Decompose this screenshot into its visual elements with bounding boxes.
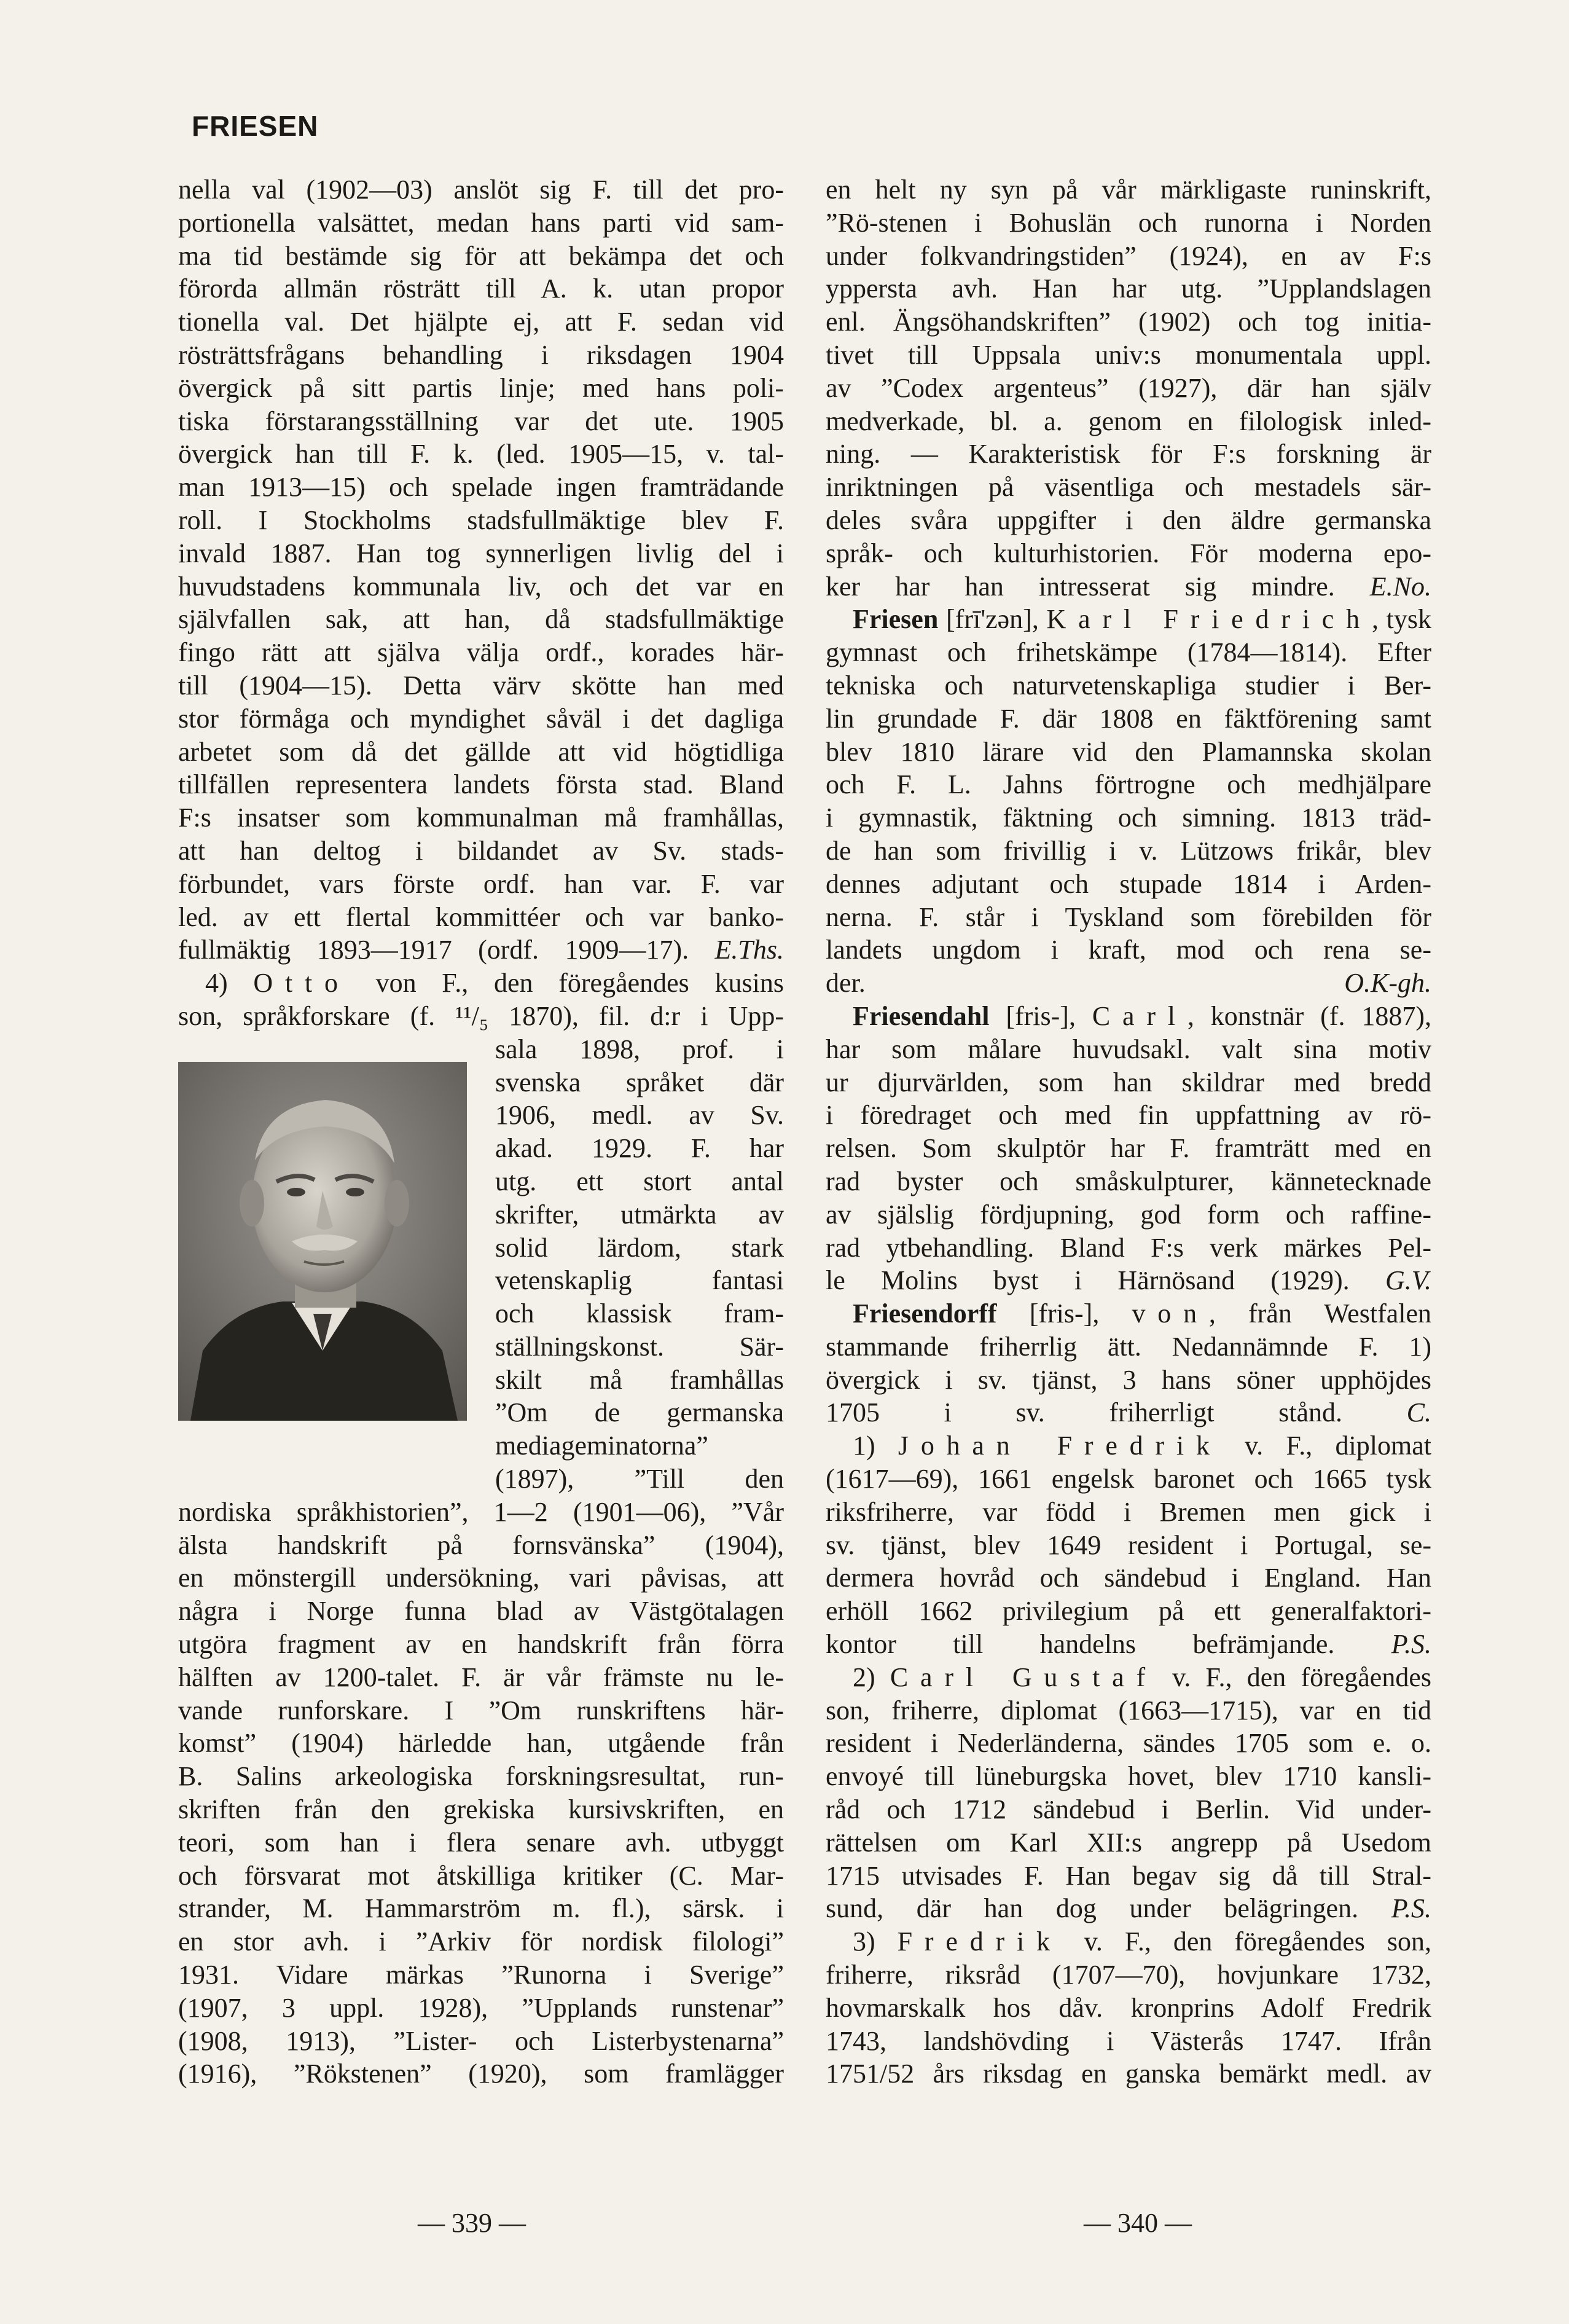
page-number-right: — 340 — bbox=[1084, 2208, 1192, 2238]
text-line: övergick han till F. k. (led. 1905—15, v. tal- bbox=[178, 439, 784, 469]
text-line: medverkade, bl. a. genom en filologisk inled- bbox=[826, 406, 1431, 436]
text-line: mediageminatorna” bbox=[495, 1431, 708, 1461]
entry-number: 2) bbox=[853, 1662, 890, 1692]
left-text-block-lower bbox=[178, 1496, 784, 2090]
text-line-with-signature bbox=[826, 1892, 1431, 1925]
text-fragment: ker har han intresserat sig mindre. bbox=[826, 571, 1335, 602]
entry-friesendahl-head bbox=[826, 1000, 1431, 1033]
text-fragment: sund, där han dog under belägringen. bbox=[826, 1893, 1359, 1924]
text-fragment: , tysk bbox=[1371, 604, 1431, 635]
text-line: rad ytbehandling. Bland F:s verk märkes Pel- bbox=[826, 1232, 1431, 1263]
text-line-with-signature bbox=[178, 933, 784, 967]
portrait-image bbox=[178, 1062, 467, 1421]
text-line: ma tid bestämde sig för att bekämpa det och bbox=[178, 240, 784, 271]
text-line: hälften av 1200-talet. F. är vår främste nu le- bbox=[178, 1662, 784, 1692]
spaced-name: Carl Gustaf bbox=[890, 1662, 1157, 1692]
text-line: 1751/52 års riksdag en ganska bemärkt medl. av bbox=[826, 2059, 1431, 2089]
author-signature: C. bbox=[1406, 1397, 1432, 1428]
right-text-block bbox=[826, 1462, 1431, 1628]
text-line: 1715 utvisades F. Han begav sig då till Stral- bbox=[826, 1860, 1431, 1891]
text-line-with-signature bbox=[826, 1396, 1431, 1429]
text-line: rad byster och småskulpturer, kännetecknade bbox=[826, 1166, 1431, 1196]
text-line: teori, som han i flera senare avh. utbyggt bbox=[178, 1827, 784, 1858]
text-fragment: kontor till handelns befrämjande. bbox=[826, 1629, 1335, 1660]
text-line: 1743, landshövding i Västerås 1747. Ifrån bbox=[826, 2025, 1431, 2056]
text-line: son, friherre, diplomat (1663—1715), var en tid bbox=[826, 1695, 1431, 1725]
text-line: ur djurvärlden, som han skildrar med bredd bbox=[826, 1067, 1431, 1097]
text-line: gymnast och frihetskämpe (1784—1814). Efter bbox=[826, 637, 1431, 668]
text-line: förbundet, vars förste ordf. han var. F. var bbox=[178, 868, 784, 899]
text-line: en helt ny syn på vår märkligaste runinskrift, bbox=[826, 175, 1431, 205]
text-line: övergick på sitt partis linje; med hans poli- bbox=[178, 372, 784, 403]
text-line: ”Rö-stenen i Bohuslän och runorna i Norden bbox=[826, 207, 1431, 238]
text-line: och F. L. Jahns förtrogne och medhjälpare bbox=[826, 769, 1431, 800]
right-column bbox=[826, 173, 1431, 2090]
entry-carl-head bbox=[826, 1661, 1431, 1694]
text-line: 1931. Vidare märkas ”Runorna i Sverige” bbox=[178, 1960, 784, 1990]
text-line: i föredraget och med fin uppfattning av rö- bbox=[826, 1100, 1431, 1131]
right-text-block bbox=[826, 1033, 1431, 1265]
text-line: ”Om de germanska bbox=[495, 1397, 784, 1428]
right-text-block bbox=[826, 1694, 1431, 1893]
text-line: självfallen sak, att han, då stadsfullmäktige bbox=[178, 604, 784, 635]
text-line: ning. — Karakteristisk för F:s forskning är bbox=[826, 439, 1431, 469]
text-line-with-signature bbox=[826, 1264, 1431, 1297]
text-fragment: le Molins byst i Härnösand (1929). bbox=[826, 1265, 1350, 1296]
text-line: relsen. Som skulptör har F. framträtt med en bbox=[826, 1133, 1431, 1164]
text-line: roll. I Stockholms stadsfullmäktige blev F. bbox=[178, 504, 784, 535]
text-line: (1916), ”Rökstenen” (1920), som framlägger bbox=[178, 2059, 784, 2089]
text-line: några i Norge funna blad av Västgötalagen bbox=[178, 1596, 784, 1627]
text-line: arbetet som då det gällde att vid högtidliga bbox=[178, 736, 784, 767]
text-fragment: v. F., den föregåendes son, bbox=[1062, 1926, 1431, 1957]
text-line: skrifter, utmärkta av bbox=[495, 1199, 784, 1230]
text-line: under folkvandringstiden” (1924), en av F:s bbox=[826, 240, 1431, 271]
text-fragment: 1705 i sv. friherrligt stånd. bbox=[826, 1397, 1342, 1428]
text-line: dermera hovråd och sändebud i England. Han bbox=[826, 1563, 1431, 1593]
text-line: vetenskaplig fantasi bbox=[495, 1265, 784, 1296]
entry-number: 3) bbox=[853, 1926, 898, 1957]
text-line: i gymnastik, fäktning och simning. 1813 träd- bbox=[826, 803, 1431, 833]
entry-otto-line bbox=[178, 967, 784, 1000]
text-line: 1906, medl. av Sv. bbox=[495, 1100, 784, 1131]
spaced-name: Johan Fredrik bbox=[898, 1431, 1222, 1461]
spaced-name: Carl bbox=[1092, 1000, 1188, 1031]
spaced-name: Karl Friedrich bbox=[1046, 604, 1372, 635]
text-line-with-signature bbox=[826, 967, 1431, 1000]
entry-friesen-head bbox=[826, 603, 1431, 636]
text-line: rättelsen om Karl XII:s angrepp på Usedom bbox=[826, 1827, 1431, 1858]
spaced-name: Otto bbox=[253, 968, 350, 999]
text-line: och klassisk fram- bbox=[495, 1298, 784, 1329]
text-line: sala 1898, prof. i bbox=[495, 1034, 784, 1064]
text-line: skriften från den grekiska kursivskriften, en bbox=[178, 1794, 784, 1825]
text-line: nerna. F. står i Tyskland som förebilden för bbox=[826, 901, 1431, 932]
running-head: FRIESEN bbox=[192, 110, 319, 142]
text-fragment: [fris-], bbox=[996, 1298, 1132, 1329]
entry-headword: Friesen bbox=[853, 604, 939, 635]
text-line: envoyé till lüneburgska hovet, blev 1710 kansli- bbox=[826, 1761, 1431, 1792]
text-line: yppersta avh. Han har utg. ”Upplandslagen bbox=[826, 273, 1431, 304]
text-fragment: fullmäktig 1893—1917 (ordf. 1909—17). bbox=[178, 935, 689, 965]
text-line: övergick i sv. tjänst, 3 hans söner upphöjdes bbox=[826, 1364, 1431, 1395]
text-line: landets ungdom i kraft, mod och rena se- bbox=[826, 935, 1431, 965]
author-signature: P.S. bbox=[1391, 1629, 1431, 1660]
text-line: av själslig fördjupning, god form och raffine- bbox=[826, 1199, 1431, 1230]
entry-number: 1) bbox=[853, 1431, 898, 1461]
text-line: invald 1887. Han tog synnerligen livlig del i bbox=[178, 538, 784, 568]
author-signature: E.Ths. bbox=[714, 935, 784, 965]
text-line: svenska språket där bbox=[495, 1067, 784, 1097]
text-line: stor förmåga och myndighet såväl i det dagliga bbox=[178, 703, 784, 734]
text-line: erhöll 1662 privilegium på ett generalfaktori- bbox=[826, 1596, 1431, 1627]
entry-headword: Friesendahl bbox=[853, 1000, 990, 1031]
text-line: ställningskonst. Sär- bbox=[495, 1331, 784, 1362]
text-line: deles svåra uppgifter i den äldre germanska bbox=[826, 504, 1431, 535]
text-line: har som målare huvudsakl. valt sina motiv bbox=[826, 1034, 1431, 1064]
entry-johan-head bbox=[826, 1429, 1431, 1462]
text-line: att han deltog i bildandet av Sv. stads- bbox=[178, 835, 784, 866]
text-line: resident i Nederländerna, sändes 1705 som e. o. bbox=[826, 1728, 1431, 1759]
portrait-photo bbox=[178, 1062, 467, 1421]
text-line: råd och 1712 sändebud i Berlin. Vid under- bbox=[826, 1794, 1431, 1825]
text-line: stammande friherrlig ätt. Nedannämnde F. 1) bbox=[826, 1331, 1431, 1362]
author-signature: O.K-gh. bbox=[1344, 968, 1431, 999]
text-line-with-signature bbox=[826, 570, 1431, 603]
left-text-block bbox=[178, 173, 784, 933]
text-line: vande runforskare. I ”Om runskriftens här- bbox=[178, 1695, 784, 1725]
text-line: utg. ett stort antal bbox=[495, 1166, 784, 1196]
text-line: förorda allmän rösträtt till A. k. utan propor bbox=[178, 273, 784, 304]
right-text-block bbox=[826, 636, 1431, 967]
text-line: fingo rätt att själva välja ordf., korades här- bbox=[178, 637, 784, 668]
text-line: blev 1810 lärare vid den Plamannska skolan bbox=[826, 736, 1431, 767]
entry-number: 4) bbox=[205, 968, 254, 999]
text-line: (1908, 1913), ”Lister- och Listerbystenarna” bbox=[178, 2025, 784, 2056]
text-line: hovmarskalk hos dåv. kronprins Adolf Fredrik bbox=[826, 1992, 1431, 2023]
text-line: enl. Ängsöhandskriften” (1902) och tog initia- bbox=[826, 307, 1431, 337]
text-line: F:s insatser som kommunalman må framhållas, bbox=[178, 803, 784, 833]
text-line: inriktningen på väsentliga och mestadels sär- bbox=[826, 472, 1431, 503]
text-line: dennes adjutant och stupade 1814 i Arden- bbox=[826, 868, 1431, 899]
entry-fredrik-head bbox=[826, 1925, 1431, 1958]
page-number-left: — 339 — bbox=[418, 2208, 526, 2238]
text-line: till (1904—15). Detta värv skötte han med bbox=[178, 670, 784, 701]
text-line: en stor avh. i ”Arkiv för nordisk filologi” bbox=[178, 1926, 784, 1957]
author-signature: E.No. bbox=[1369, 571, 1431, 602]
text-line: strander, M. Hammarström m. fl.), särsk. i bbox=[178, 1893, 784, 1924]
text-line: solid lärdom, stark bbox=[495, 1232, 784, 1263]
text-line: tionella val. Det hjälpte ej, att F. sedan vid bbox=[178, 307, 784, 337]
text-line: en mönstergill undersökning, vari påvisas, att bbox=[178, 1563, 784, 1593]
text-line: och försvarat mot åtskilliga kritiker (C. Mar- bbox=[178, 1860, 784, 1891]
text-line: led. av ett flertal kommittéer och var banko- bbox=[178, 901, 784, 932]
text-line: skilt må framhållas bbox=[495, 1364, 784, 1395]
text-line: son, språkforskare (f. ¹¹/₅ 1870), fil. d:r i Upp- bbox=[178, 1000, 784, 1031]
text-line: tillfällen representera landets första stad. Bland bbox=[178, 769, 784, 800]
text-line: portionella valsättet, medan hans parti vid sam- bbox=[178, 207, 784, 238]
spaced-name: Fredrik bbox=[897, 1926, 1062, 1957]
text-fragment: [fris-], bbox=[989, 1000, 1092, 1031]
right-text-block bbox=[826, 1958, 1431, 2090]
text-line: älsta handskrift på fornsvänska” (1904), bbox=[178, 1529, 784, 1560]
text-fragment: , från Westfalen bbox=[1208, 1298, 1431, 1329]
text-line: akad. 1929. F. har bbox=[495, 1133, 784, 1164]
text-fragment: v. F., den föregåendes bbox=[1157, 1662, 1431, 1692]
text-line: av ”Codex argenteus” (1927), där han själv bbox=[826, 372, 1431, 403]
text-line: tivet till Uppsala univ:s monumentala uppl. bbox=[826, 339, 1431, 370]
text-line: komst” (1904) härledde han, utgående från bbox=[178, 1728, 784, 1759]
text-line: (1897), ”Till den bbox=[495, 1464, 784, 1494]
text-fragment: v. F., diplomat bbox=[1221, 1431, 1431, 1461]
text-line: nordiska språkhistorien”, 1—2 (1901—06), ”Vår bbox=[178, 1496, 784, 1527]
spaced-name: von bbox=[1132, 1298, 1209, 1329]
text-fragment: , konstnär (f. 1887), bbox=[1187, 1000, 1431, 1031]
text-line: tekniska och naturvetenskapliga studier i Ber- bbox=[826, 670, 1431, 701]
text-line: språk- och kulturhistorien. För moderna epo- bbox=[826, 538, 1431, 568]
text-line: friherre, riksråd (1707—70), hovjunkare 1732, bbox=[826, 1960, 1431, 1990]
text-line: (1907, 3 uppl. 1928), ”Upplands runstenar” bbox=[178, 1992, 784, 2023]
text-fragment: von F., den föregåendes kusins bbox=[350, 968, 784, 999]
text-line: man 1913—15) och spelade ingen framträdande bbox=[178, 472, 784, 503]
text-line: de han som frivillig i v. Lützows frikår, blev bbox=[826, 835, 1431, 866]
entry-headword: Friesendorff bbox=[853, 1298, 997, 1329]
text-line: huvudstadens kommunala liv, och det var en bbox=[178, 571, 784, 602]
text-fragment: der. bbox=[826, 968, 866, 999]
text-line: B. Salins arkeologiska forskningsresultat, run- bbox=[178, 1761, 784, 1792]
pronunciation: [frī'zən], bbox=[938, 604, 1047, 635]
text-line-with-signature bbox=[826, 1628, 1431, 1661]
text-line: (1617—69), 1661 engelsk baronet och 1665 tysk bbox=[826, 1464, 1431, 1494]
text-line: rösträttsfrågans behandling i riksdagen 1904 bbox=[178, 339, 784, 370]
entry-friesendorff-head bbox=[826, 1297, 1431, 1330]
author-signature: P.S. bbox=[1391, 1893, 1431, 1924]
author-signature: G.V. bbox=[1385, 1265, 1432, 1296]
text-line: tiska förstarangsställning var det ute. 1905 bbox=[178, 406, 784, 436]
text-line: sv. tjänst, blev 1649 resident i Portugal, se- bbox=[826, 1529, 1431, 1560]
right-text-block bbox=[826, 1330, 1431, 1397]
text-line: lin grundade F. där 1808 en fäktförening samt bbox=[826, 703, 1431, 734]
text-line: riksfriherre, var född i Bremen men gick i bbox=[826, 1496, 1431, 1527]
text-line: utgöra fragment av en handskrift från förra bbox=[178, 1629, 784, 1660]
right-text-block bbox=[826, 173, 1431, 570]
text-line: nella val (1902—03) anslöt sig F. till det pro- bbox=[178, 175, 784, 205]
